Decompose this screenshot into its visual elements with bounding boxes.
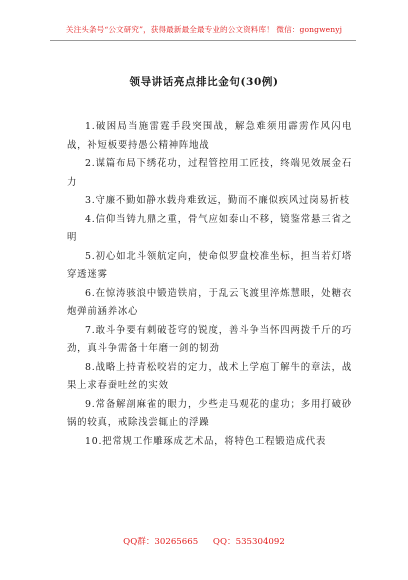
- list-item-4: 4.信仰当铸九鼎之重，骨气应如泰山不移，镜鉴常悬三省之明: [67, 213, 352, 243]
- list-item-10: 10.把常规工作雕琢成艺术品，将特色工程锻造成代表: [85, 435, 327, 447]
- list-item-6: 6.在惊涛骇浪中锻造铁肩，于乱云飞渡里淬炼慧眼，处糖衣炮弹前涵养冰心: [67, 287, 352, 317]
- item-list: [67, 118, 352, 451]
- footer-contact: [0, 535, 408, 547]
- footer-qq-group: QQ群：30265665: [123, 537, 199, 547]
- list-item-1: 1.破困局当施雷霆手段突围战，解急难须用霹雳作风闪电战，补短板要持愚公精神阵地战: [67, 121, 352, 151]
- header-divider: [50, 40, 356, 41]
- footer-qq-number: QQ：535304092: [212, 537, 285, 547]
- list-item-3: 3.守廉不勤如静水载舟难致远，勤而不廉似疾风过岗易折枝: [85, 195, 350, 206]
- list-item-2: 2.谋篇布局下绣花功，过程管控用工匠技，终端见效展金石力: [67, 158, 352, 188]
- list-item-8: 8.战略上持青松咬岩的定力，战术上学庖丁解牛的章法，战果上求春蚕吐丝的实效: [67, 361, 352, 391]
- document-title: 领导讲话亮点排比金句(30例): [129, 76, 279, 88]
- list-item-9: 9.常备解剖麻雀的眼力，少些走马观花的虚功；多用打破砂锅的较真，戒除浅尝辄止的浮躁: [67, 398, 352, 428]
- list-item-7: 7.敢斗争要有刺破苍穹的锐度，善斗争当怀四两拨千斤的巧劲，真斗争需备十年磨一剑的韧劲: [67, 324, 352, 354]
- header-notice: 关注头条号“公文研究”，获得最新最全最专业的公文资料库！ 微信：gongwenyj: [65, 25, 343, 34]
- list-item-5: 5.初心如北斗领航定向，使命似罗盘校准坐标，担当若灯塔穿透迷雾: [67, 250, 352, 280]
